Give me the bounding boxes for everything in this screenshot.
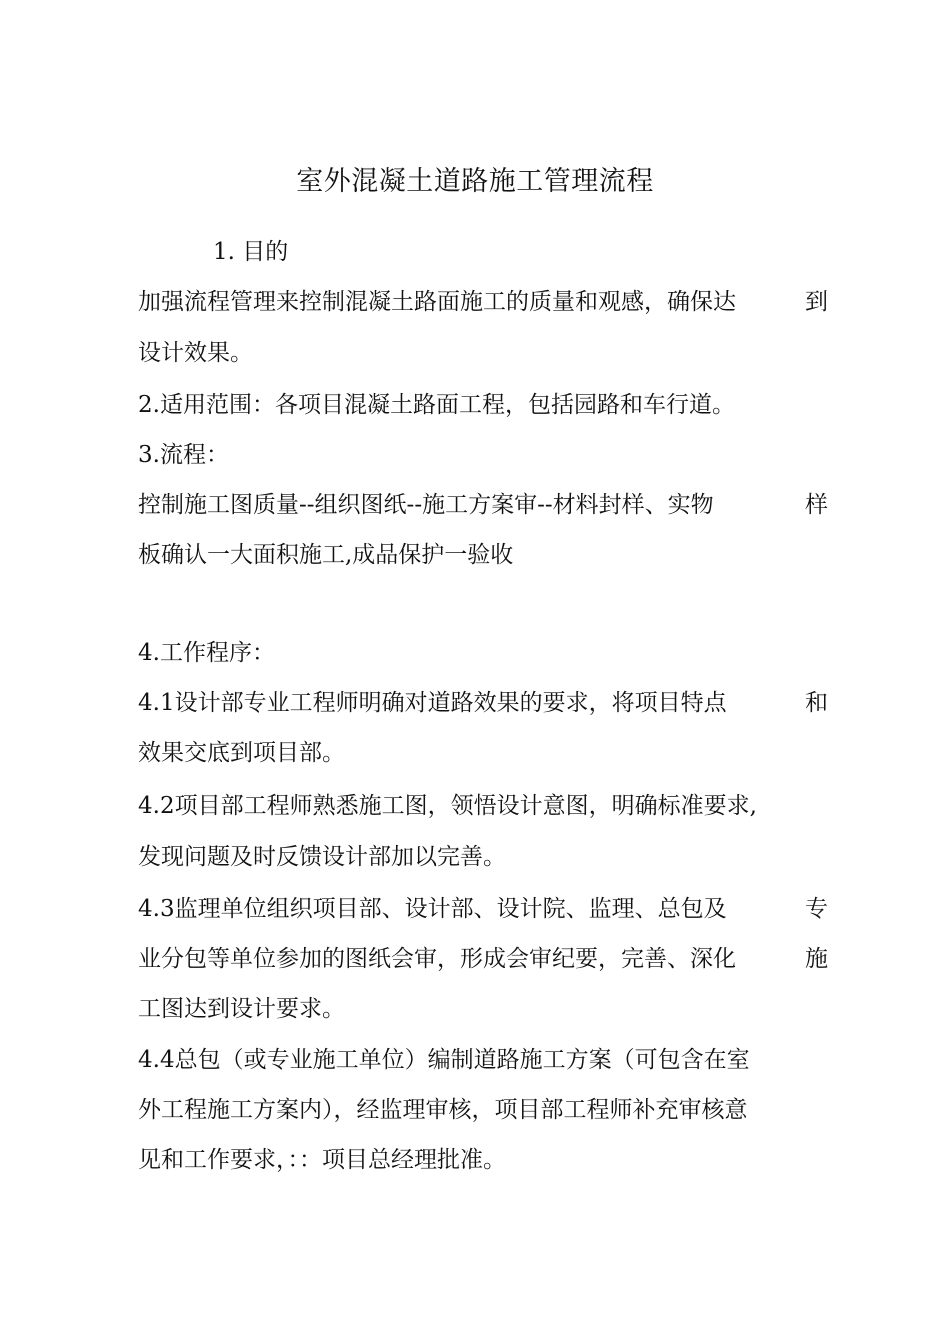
section-4-3-line-1 xyxy=(138,892,828,926)
section-4-4-line-3: 见和工作要求，：：项目总经理批准。 xyxy=(138,1147,506,1173)
section-3-text-line-2: 板确认一大面积施工,成品保护一验收 xyxy=(138,542,514,568)
text-segment: 样 xyxy=(805,492,828,518)
text-segment: 和 xyxy=(805,690,828,716)
section-4-2-line-2: 发现问题及时反馈设计部加以完善。 xyxy=(138,844,506,870)
text-segment: 控制施工图质量--组织图纸--施工方案审--材料封样、实物 xyxy=(138,492,714,518)
section-2-text: 2.适用范围：各项目混凝土路面工程，包括园路和车行道。 xyxy=(138,392,735,418)
section-1-text-line-1 xyxy=(138,285,828,319)
text-segment: 4.3监理单位组织项目部、设计部、设计院、监理、总包及 xyxy=(138,896,727,922)
text-segment: 4.1设计部专业工程师明确对道路效果的要求，将项目特点 xyxy=(138,690,727,716)
section-3-text-line-1 xyxy=(138,488,828,522)
text-segment: 到 xyxy=(805,289,828,315)
text-segment: 加强流程管理来控制混凝土路面施工的质量和观感，确保达 xyxy=(138,289,736,315)
section-4-2-line-1: 4.2项目部工程师熟悉施工图，领悟设计意图，明确标准要求, xyxy=(138,793,757,819)
section-4-heading: 4.工作程序： xyxy=(138,640,275,666)
text-segment: 施 xyxy=(805,946,828,972)
section-1-text-line-2: 设计效果。 xyxy=(138,340,253,366)
text-segment: 专 xyxy=(805,896,828,922)
document-title: 室外混凝土道路施工管理流程 xyxy=(296,166,654,197)
section-4-1-line-1 xyxy=(138,686,828,720)
section-4-3-line-3: 工图达到设计要求。 xyxy=(138,996,345,1022)
section-3-heading: 3.流程： xyxy=(138,442,229,468)
section-4-3-line-2 xyxy=(138,942,828,976)
section-1-heading: 1. 目的 xyxy=(213,239,289,265)
text-segment: 业分包等单位参加的图纸会审，形成会审纪要，完善、深化 xyxy=(138,946,736,972)
section-4-4-line-2: 外工程施工方案内），经监理审核，项目部工程师补充审核意 xyxy=(138,1097,748,1123)
section-4-1-line-2: 效果交底到项目部。 xyxy=(138,740,345,766)
section-4-4-line-1: 4.4总包（或专业施工单位）编制道路施工方案（可包含在室 xyxy=(138,1047,750,1073)
